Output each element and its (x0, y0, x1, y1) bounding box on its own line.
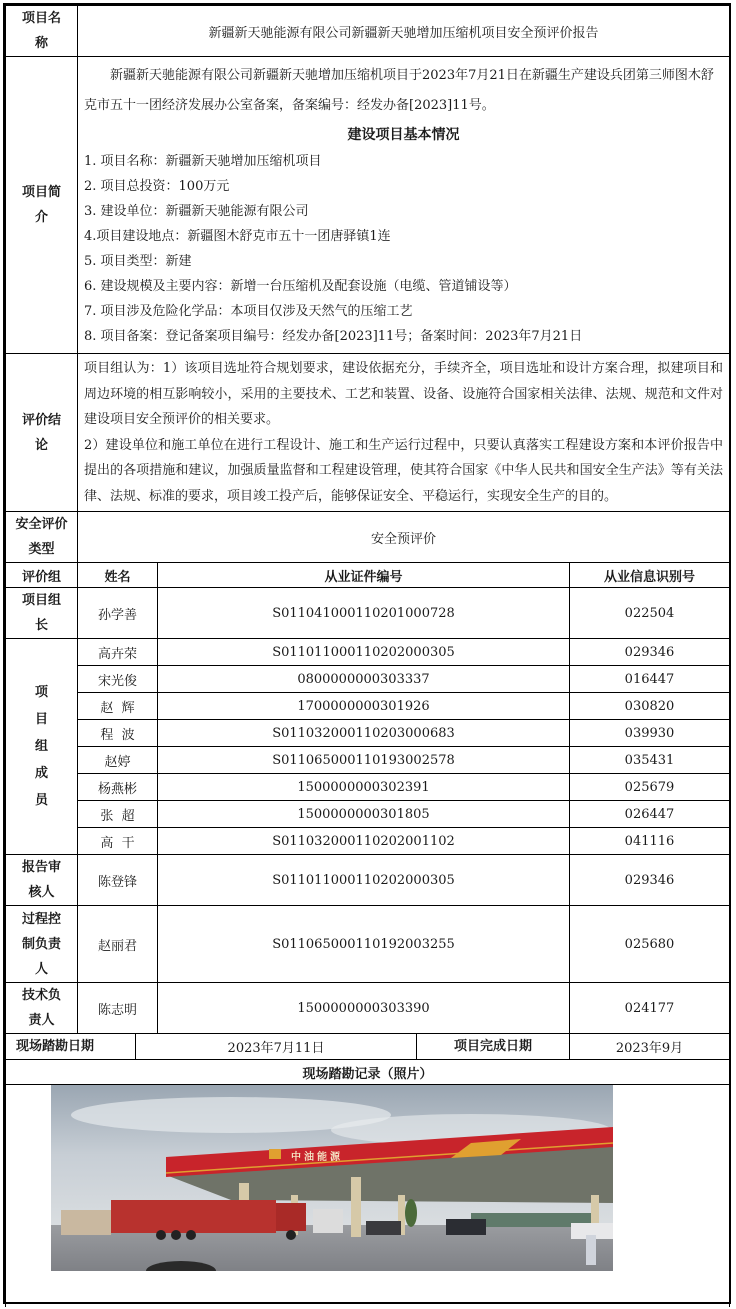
intro-item: 2. 项目总投资：100万元 (84, 179, 230, 194)
project-intro-paragraph: 新疆新天驰能源有限公司新疆新天驰增加压缩机项目于2023年7月21日在新疆生产建设兵团第三师图木舒克市五十一团经济发展办公室备案，备案编号：经发办备[2023]11号。 (84, 68, 714, 113)
member-info-id: 035431 (570, 747, 730, 774)
project-basic-info-subtitle: 建设项目基本情况 (347, 127, 460, 143)
member-name: 高 干 (78, 828, 158, 855)
conclusion-paragraph: 项目组认为：1）该项目选址符合规划要求，建设依据充分，手续齐全，项目选址和设计方案合理，拟建项目和周边环境的相互影响较小，采用的主要技术、工艺和装置、设备、设施符合国家相关法律、法规、规范和文件对建设项目安全预评价的相关要求。 (84, 361, 723, 427)
row-dates (6, 1034, 730, 1060)
member-name: 张 超 (78, 801, 158, 828)
intro-item: 1. 项目名称：新疆新天驰增加压缩机项目 (84, 154, 322, 169)
table-row-member (6, 693, 730, 720)
conclusion-content (78, 354, 730, 512)
table-row-leader (6, 588, 730, 639)
member-cert: S011011000110202000305 (158, 855, 570, 906)
header-cert-number: 从业证件编号 (158, 563, 570, 588)
member-cert: S011065000110192003255 (158, 906, 570, 983)
member-cert: S011011000110202000305 (158, 639, 570, 666)
eval-type-value: 安全预评价 (78, 512, 730, 563)
survey-date-label: 现场踏勘日期 (6, 1034, 136, 1060)
member-info-id: 025679 (570, 774, 730, 801)
table-row-member (6, 774, 730, 801)
project-intro-label: 项目简介 (6, 57, 78, 354)
survey-date-value: 2023年7月11日 (136, 1034, 417, 1060)
intro-item: 8. 项目备案：登记备案项目编号：经发办备[2023]11号；备案时间：2023年7月21日 (84, 329, 583, 344)
gas-station-photo-illustration (51, 1085, 613, 1271)
project-name-label: 项目名称 (6, 6, 78, 57)
member-name: 赵 辉 (78, 693, 158, 720)
role-tech-lead: 技术负责人 (6, 983, 78, 1034)
canopy-sign: 中油能源 (291, 1152, 343, 1163)
member-info-id: 025680 (570, 906, 730, 983)
member-name: 宋光俊 (78, 666, 158, 693)
member-cert: 1500000000302391 (158, 774, 570, 801)
member-info-id: 029346 (570, 855, 730, 906)
member-name: 孙学善 (78, 588, 158, 639)
conclusion-label: 评价结论 (6, 354, 78, 512)
survey-photo-cell (6, 1085, 730, 1308)
team-table-header (6, 563, 730, 588)
table-row-member (6, 666, 730, 693)
member-cert: 1700000000301926 (158, 693, 570, 720)
member-cert: 0800000000303337 (158, 666, 570, 693)
row-eval-type (6, 512, 730, 563)
member-name: 高卉荣 (78, 639, 158, 666)
eval-type-label: 安全评价类型 (6, 512, 78, 563)
row-conclusion (6, 354, 730, 512)
intro-item: 3. 建设单位：新疆新天驰能源有限公司 (84, 204, 309, 219)
report-table (5, 5, 730, 1307)
row-project-intro (6, 57, 730, 354)
project-name-value: 新疆新天驰能源有限公司新疆新天驰增加压缩机项目安全预评价报告 (78, 6, 730, 57)
header-name: 姓名 (78, 563, 158, 588)
intro-item: 4.项目建设地点：新疆图木舒克市五十一团唐驿镇1连 (84, 229, 391, 244)
project-intro-content (78, 57, 730, 354)
member-info-id: 024177 (570, 983, 730, 1034)
member-info-id: 022504 (570, 588, 730, 639)
member-info-id: 030820 (570, 693, 730, 720)
member-name: 杨燕彬 (78, 774, 158, 801)
completion-date-label: 项目完成日期 (417, 1034, 570, 1060)
row-project-name (6, 6, 730, 57)
row-survey-photo (6, 1085, 730, 1308)
intro-item: 5. 项目类型：新建 (84, 254, 192, 269)
intro-item: 7. 项目涉及危险化学品：本项目仅涉及天然气的压缩工艺 (84, 304, 413, 319)
table-row-process-controller (6, 906, 730, 983)
member-info-id: 039930 (570, 720, 730, 747)
survey-record-title: 现场踏勘记录（照片） (6, 1060, 730, 1085)
member-name: 赵婷 (78, 747, 158, 774)
table-row-member (6, 801, 730, 828)
table-row-member (6, 720, 730, 747)
role-members-text: 项目组成员 (34, 685, 48, 808)
role-reviewer: 报告审核人 (6, 855, 78, 906)
header-group: 评价组 (6, 563, 78, 588)
member-info-id: 016447 (570, 666, 730, 693)
truck-trailer (111, 1200, 276, 1233)
conclusion-paragraph: 2）建设单位和施工单位在进行工程设计、施工和生产运行过程中，只要认真落实工程建设方案和本评价报告中提出的各项措施和建议，加强质量监督和工程建设管理，使其符合国家《中华人民共和国安全生产法》等有关法律、法规、标准的要求，项目竣工投产后，能够保证安全、平稳运行，实现安全生产的目的。 (84, 437, 723, 504)
member-cert: S011065000110193002578 (158, 747, 570, 774)
member-info-id: 041116 (570, 828, 730, 855)
member-cert: 1500000000303390 (158, 983, 570, 1034)
member-info-id: 029346 (570, 639, 730, 666)
member-name: 陈志明 (78, 983, 158, 1034)
report-summary-document (3, 3, 731, 1304)
completion-date-value: 2023年9月 (570, 1034, 730, 1060)
role-leader: 项目组长 (6, 588, 78, 639)
role-process-controller: 过程控制负责人 (6, 906, 78, 983)
member-cert: S011032000110203000683 (158, 720, 570, 747)
member-info-id: 026447 (570, 801, 730, 828)
intro-item: 6. 建设规模及主要内容：新增一台压缩机及配套设施（电缆、管道铺设等） (84, 279, 517, 294)
role-members (6, 639, 78, 855)
table-row-member (6, 828, 730, 855)
member-cert: S011032000110202001102 (158, 828, 570, 855)
survey-photo (51, 1085, 613, 1271)
survey-photo-wrapper (6, 1085, 729, 1307)
member-cert: S011041000110201000728 (158, 588, 570, 639)
header-info-id: 从业信息识别号 (570, 563, 730, 588)
member-name: 陈登锋 (78, 855, 158, 906)
table-row-member (6, 639, 730, 666)
member-cert: 1500000000301805 (158, 801, 570, 828)
row-survey-record-title (6, 1060, 730, 1085)
table-row-tech-lead (6, 983, 730, 1034)
table-row-reviewer (6, 855, 730, 906)
logo-box (269, 1149, 281, 1159)
member-name: 程 波 (78, 720, 158, 747)
member-name: 赵丽君 (78, 906, 158, 983)
table-row-member (6, 747, 730, 774)
